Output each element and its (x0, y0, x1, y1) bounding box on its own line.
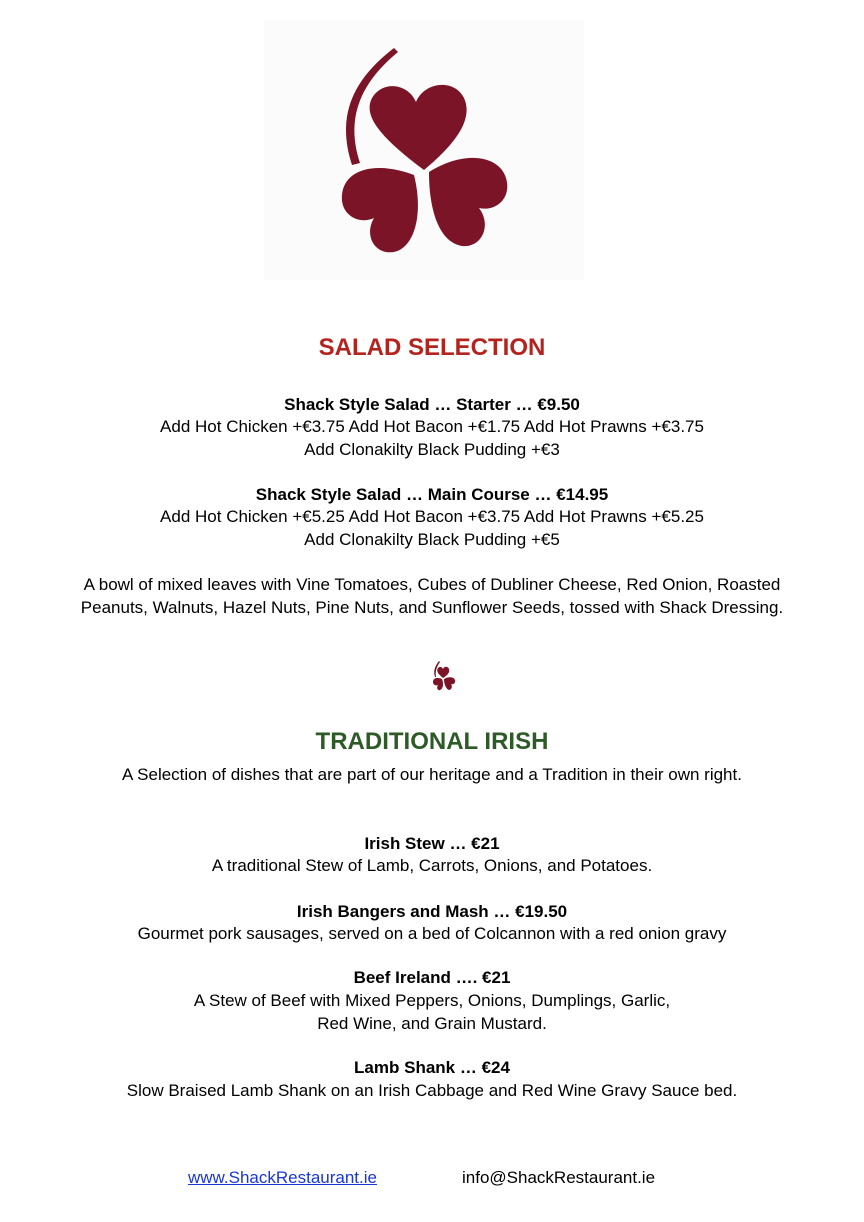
menu-item-description: A traditional Stew of Lamb, Carrots, Onions, and Potatoes. (211, 856, 653, 875)
starter-salad-addons-2: Add Clonakilty Black Pudding +€3 (304, 440, 560, 459)
main-salad-heading: Shack Style Salad … Main Course … €14.95 (255, 485, 609, 504)
shamrock-divider-icon (426, 658, 462, 698)
menu-item-heading: Lamb Shank … €24 (354, 1058, 510, 1077)
menu-item-description: A Stew of Beef with Mixed Peppers, Onions, Dumplings, Garlic, (193, 991, 671, 1010)
menu-item-description: Slow Braised Lamb Shank on an Irish Cabbage and Red Wine Gravy Sauce bed. (126, 1081, 738, 1100)
starter-salad-heading: Shack Style Salad … Starter … €9.50 (284, 395, 580, 414)
menu-item-heading: Irish Stew … €21 (364, 834, 500, 853)
irish-intro: A Selection of dishes that are part of our heritage and a Tradition in their own right. (122, 765, 742, 784)
salad-description-line-1: A bowl of mixed leaves with Vine Tomatoes, Cubes of Dubliner Cheese, Red Onion, Roasted (83, 575, 781, 594)
irish-section-title (0, 728, 864, 756)
footer-website (188, 1168, 377, 1188)
main-salad-addons-2: Add Clonakilty Black Pudding +€5 (304, 530, 560, 549)
footer-email: info@ShackRestaurant.ie (462, 1168, 656, 1187)
menu-item-heading: Beef Ireland …. €21 (353, 968, 511, 987)
salad-description-line-2: Peanuts, Walnuts, Hazel Nuts, Pine Nuts, and Sunflower Seeds, tossed with Shack Dressing. (80, 598, 784, 617)
salad-title-text: SALAD SELECTION (318, 334, 546, 361)
menu-item-description: Gourmet pork sausages, served on a bed of Colcannon with a red onion gravy (137, 924, 727, 943)
salad-section-title (0, 334, 864, 362)
menu-item-description-2: Red Wine, and Grain Mustard. (317, 1014, 547, 1033)
menu-item-heading: Irish Bangers and Mash … €19.50 (296, 902, 568, 921)
website-link[interactable]: www.ShackRestaurant.ie (188, 1168, 377, 1187)
shamrock-logo-icon (264, 20, 584, 280)
starter-salad-addons: Add Hot Chicken +€3.75 Add Hot Bacon +€1.75 Add Hot Prawns +€3.75 (160, 417, 704, 436)
irish-title-text: TRADITIONAL IRISH (315, 728, 549, 755)
main-salad-addons: Add Hot Chicken +€5.25 Add Hot Bacon +€3.75 Add Hot Prawns +€5.25 (160, 507, 704, 526)
